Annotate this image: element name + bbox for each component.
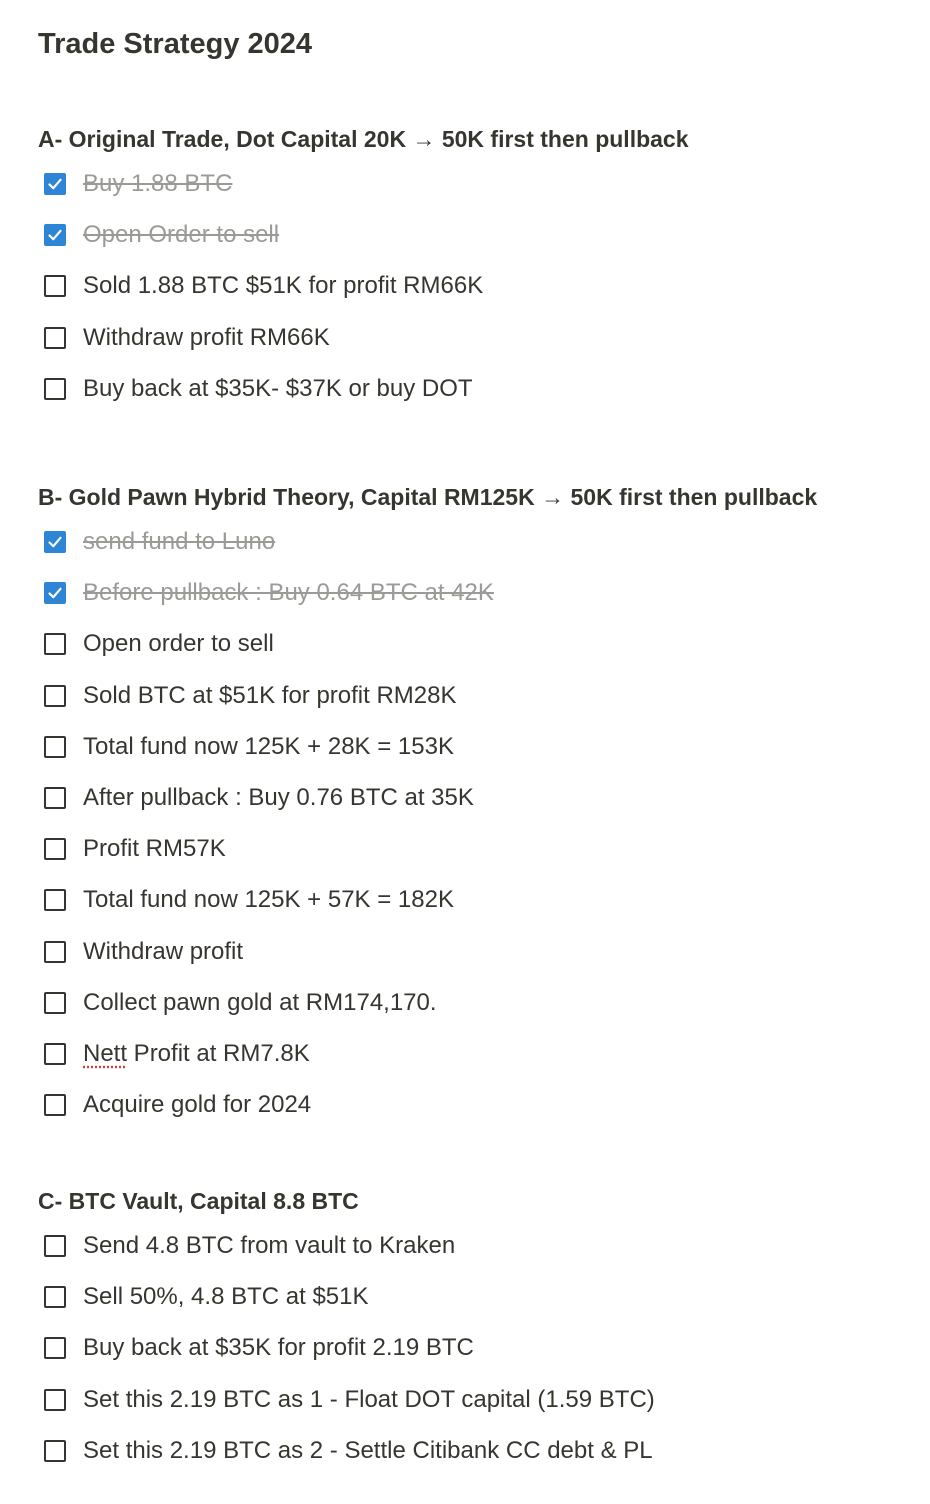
todo-text[interactable]: Profit RM57K [83,835,226,863]
todo-text[interactable]: Open Order to sell [83,221,280,249]
todo-text[interactable]: Sell 50%, 4.8 BTC at $51K [83,1283,369,1311]
todo-text[interactable]: Withdraw profit RM66K [83,323,330,351]
todo-checkbox[interactable] [44,1286,66,1308]
todo-item [38,1436,918,1491]
todo-item [38,835,918,889]
todo-item [38,170,918,224]
todo-checkbox[interactable] [44,992,66,1014]
todo-checkbox[interactable] [44,941,66,963]
todo-item [38,988,918,1043]
todo-item [38,1334,918,1388]
todo-text[interactable]: Sold BTC at $51K for profit RM28K [83,681,457,709]
todo-item [38,630,918,684]
todo-text[interactable]: Buy back at $35K for profit 2.19 BTC [83,1334,474,1362]
page-title[interactable]: Trade Strategy 2024 [38,28,313,60]
todo-text[interactable]: Total fund now 125K + 28K = 153K [83,732,454,760]
todo-text[interactable]: Buy 1.88 BTC [83,170,233,197]
todo-text[interactable]: Sold 1.88 BTC $51K for profit RM66K [83,272,484,300]
todo-checkbox[interactable] [44,275,66,297]
todo-checkbox[interactable] [44,327,66,349]
section-heading[interactable]: A- Original Trade, Dot Capital 20K → 50K first then pullback [38,126,689,152]
section-a [38,123,918,429]
todo-item [38,937,918,992]
todo-checkbox[interactable] [44,889,66,911]
todo-item [38,732,918,787]
todo-text[interactable]: send fund to Luno [83,528,276,555]
todo-item [38,221,918,275]
todo-checkbox[interactable] [44,838,66,860]
todo-list [38,1232,918,1491]
todo-item [38,272,918,326]
todo-text[interactable]: Send 4.8 BTC from vault to Kraken [83,1232,456,1259]
todo-item [38,1091,918,1145]
checkmark-icon [47,176,63,192]
checkmark-icon [47,227,63,243]
todo-list [38,528,918,1145]
section-c [38,1185,918,1491]
todo-checkbox[interactable] [44,787,66,809]
todo-text[interactable]: Buy back at $35K- $37K or buy DOT [83,374,473,402]
todo-item [38,681,918,736]
todo-text[interactable]: After pullback : Buy 0.76 BTC at 35K [83,783,474,811]
todo-checkbox[interactable] [44,1389,66,1411]
todo-checkbox[interactable] [44,685,66,707]
todo-checkbox[interactable] [44,378,66,400]
todo-item [38,1385,918,1440]
todo-text[interactable]: Collect pawn gold at RM174,170. [83,988,437,1016]
todo-checkbox[interactable] [44,736,66,758]
todo-item [38,1283,918,1337]
todo-checkbox[interactable] [44,1043,66,1065]
checkmark-icon [47,585,63,601]
todo-item [38,374,918,429]
spellcheck-word: Nett [83,1039,128,1067]
checkmark-icon [47,534,63,550]
todo-item [38,1039,918,1094]
todo-checkbox[interactable] [44,1440,66,1462]
todo-item [38,886,918,940]
todo-checkbox[interactable] [44,633,66,655]
todo-item [38,323,918,378]
section-b [38,481,918,1145]
section-heading[interactable]: B- Gold Pawn Hybrid Theory, Capital RM125K → 50K first then pullback [38,484,818,510]
todo-checkbox[interactable] [44,224,66,246]
todo-text[interactable]: Withdraw profit [83,937,244,965]
todo-checkbox[interactable] [44,1337,66,1359]
todo-text[interactable]: Nett Profit at RM7.8K [83,1039,310,1067]
todo-text[interactable]: Set this 2.19 BTC as 1 - Float DOT capital (1.59 BTC) [83,1385,655,1413]
todo-checkbox[interactable] [44,531,66,553]
todo-checkbox[interactable] [44,173,66,195]
todo-text[interactable]: Before pullback : Buy 0.64 BTC at 42K [83,579,494,607]
todo-checkbox[interactable] [44,1094,66,1116]
section-heading[interactable]: C- BTC Vault, Capital 8.8 BTC [38,1188,359,1214]
todo-checkbox[interactable] [44,1235,66,1257]
todo-item [38,783,918,838]
todo-text[interactable]: Acquire gold for 2024 [83,1091,312,1119]
todo-item [38,528,918,582]
todo-item [38,579,918,633]
todo-text[interactable]: Total fund now 125K + 57K = 182K [83,886,454,914]
todo-item [38,1232,918,1286]
todo-text[interactable]: Set this 2.19 BTC as 2 - Settle Citibank CC debt & PL [83,1436,653,1464]
todo-list [38,170,918,429]
todo-checkbox[interactable] [44,582,66,604]
todo-text[interactable]: Open order to sell [83,630,274,658]
